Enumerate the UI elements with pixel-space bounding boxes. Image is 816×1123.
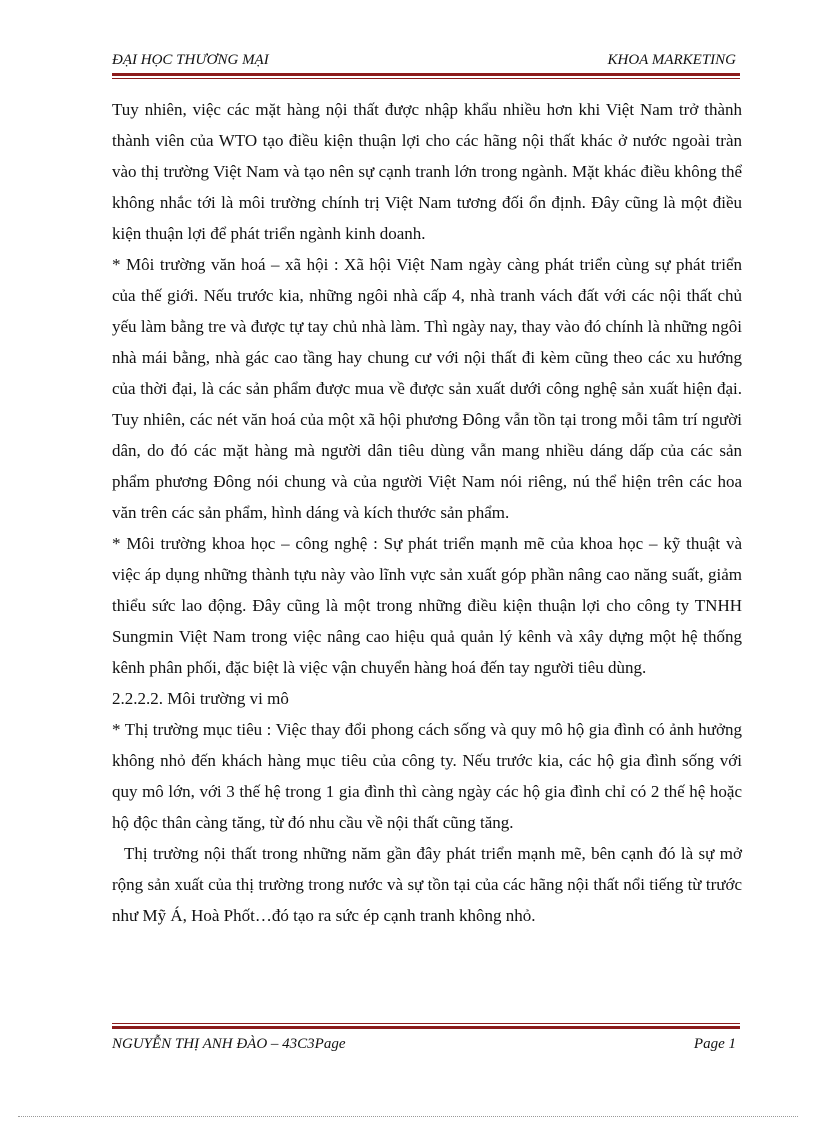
- footer-author: NGUYỄN THỊ ANH ĐÀO – 43C3Page: [112, 1036, 346, 1052]
- footer-rule-thin: [112, 1023, 740, 1024]
- section-heading: 2.2.2.2. Môi trường vi mô: [112, 689, 289, 708]
- footer-rule: [112, 1023, 740, 1029]
- paragraph-target-market: * Thị trường mục tiêu : Việc thay đổi phong cách sống và quy mô hộ gia đình có ảnh hưởng không nhỏ đến khách hàng mục tiêu của công ty. Nếu trước kia, các hộ gia đình sống với quy mô lớn, với 3 thế hệ trong 1 gia đình thì càng ngày các hộ gia đình chỉ có 2 thế hệ hoặc hộ độc thân càng tăng, từ đó nhu cầu về nội thất cũng tăng.: [112, 720, 742, 832]
- page-break-line: [18, 1116, 798, 1117]
- paragraph-science-technology: * Môi trường khoa học – công nghệ : Sự phát triển mạnh mẽ của khoa học – kỹ thuật và việc áp dụng những thành tựu này vào lĩnh vực sản xuất góp phần nâng cao năng suất, giảm thiểu sức lao động. Đây cũng là một trong những điều kiện thuận lợi cho công ty TNHH Sungmin Việt Nam trong việc nâng cao hiệu quả quản lý kênh và xây dựng một hệ thống kênh phân phối, đặc biệt là việc vận chuyển hàng hoá đến tay người tiêu dùng.: [112, 534, 742, 677]
- header-rule-thick: [112, 73, 740, 76]
- header-university: ĐẠI HỌC THƯƠNG MẠI: [112, 52, 269, 68]
- footer-page-number: Page 1: [693, 1036, 736, 1052]
- paragraph-politics: Tuy nhiên, việc các mặt hàng nội thất được nhập khẩu nhiều hơn khi Việt Nam trở thành thành viên của WTO tạo điều kiện thuận lợi cho các hãng nội thất khác ở nước ngoài tràn vào thị trường Việt Nam và tạo nên sự cạnh tranh lớn trong ngành. Mặt khác điều không thể không nhắc tới là môi trường chính trị Việt Nam tương đối ổn định. Đây cũng là một điều kiện thuận lợi để phát triển ngành kinh doanh.: [112, 100, 742, 243]
- footer-rule-thick: [112, 1026, 740, 1029]
- header-rule-thin: [112, 78, 740, 79]
- paragraph-furniture-market: Thị trường nội thất trong những năm gần đây phát triển mạnh mẽ, bên cạnh đó là sự mở rộng sản xuất của thị trường trong nước và sự tồn tại của các hãng nội thất nổi tiếng từ trước như Mỹ Á, Hoà Phốt…đó tạo ra sức ép cạnh tranh không nhỏ.: [112, 844, 742, 925]
- header-rule: [112, 73, 740, 79]
- header-faculty: KHOA MARKETING: [607, 52, 736, 68]
- page-body: [112, 94, 742, 931]
- paragraph-culture-society: * Môi trường văn hoá – xã hội : Xã hội Việt Nam ngày càng phát triển cùng sự phát triển của thế giới. Nếu trước kia, những ngôi nhà cấp 4, nhà tranh vách đất với các nội thất chủ yếu làm bằng tre và được tự tay chủ nhà làm. Thì ngày nay, thay vào đó chính là những ngôi nhà mái bằng, nhà gác cao tầng hay chung cư với nội thất đi kèm cũng theo các xu hướng của thời đại, là các sản phẩm được mua về được sản xuất dưới công nghệ sản xuất hiện đại. Tuy nhiên, các nét văn hoá của một xã hội phương Đông vẫn tồn tại trong mỗi tâm trí người dân, do đó các mặt hàng mà người dân tiêu dùng vẫn mang nhiều dáng dấp của các sản phẩm phương Đông nói chung và của người Việt Nam nói riêng, nú thể hiện trên các hoa văn trên các sản phẩm, hình dáng và kích thước sản phẩm.: [112, 255, 742, 522]
- page-header: [112, 52, 740, 74]
